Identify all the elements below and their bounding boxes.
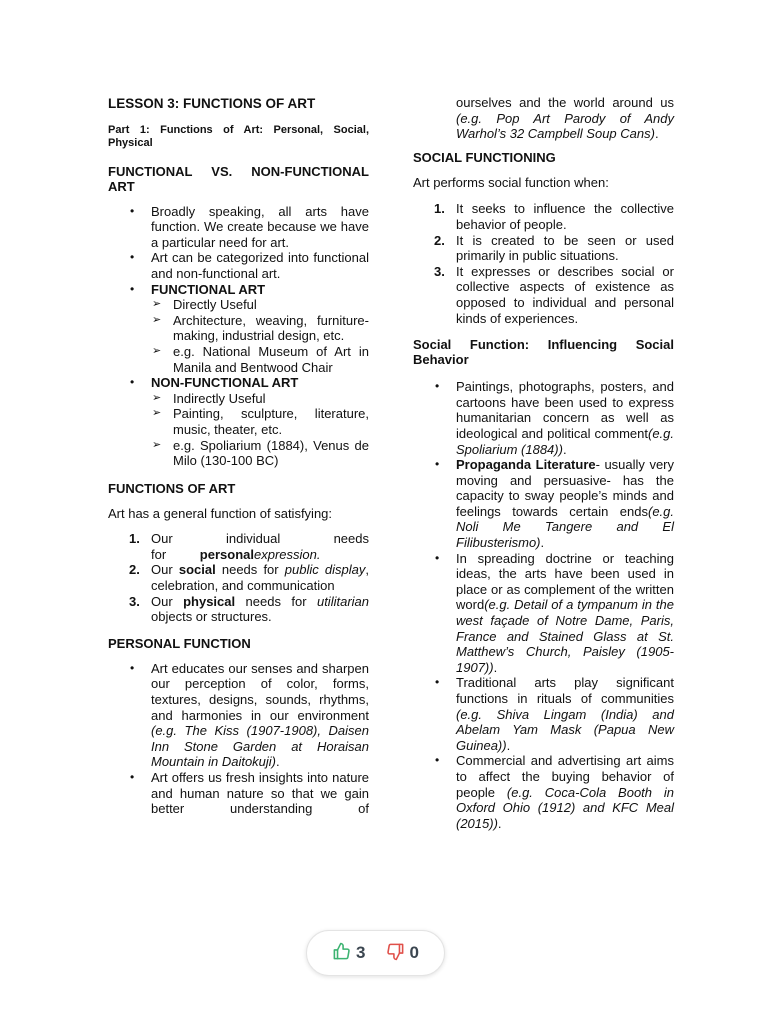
item-text: Our — [151, 562, 179, 578]
list-item — [151, 282, 369, 376]
lesson-title: LESSON 3: FUNCTIONS OF ART — [108, 96, 316, 111]
item-example: (e.g. Coca-Cola Booth in Oxford Ohio (1912) and KFC Meal (2015)) — [456, 784, 674, 831]
item-text: It expresses or describes social or collective aspects of existence as opposed to individual and personal kinds of experiences. — [456, 263, 674, 326]
upvote-count: 3 — [356, 943, 366, 963]
item-text: . — [540, 535, 545, 551]
lesson-subtitle: Part 1: Functions of Art: Personal, Social, Physical — [108, 123, 369, 149]
item-italic: utilitarian — [316, 593, 369, 609]
item-text: . — [276, 754, 280, 770]
item-text: . — [493, 659, 498, 675]
downvote-button[interactable] — [386, 942, 419, 964]
item-bold: physical — [183, 593, 236, 609]
list-item — [456, 457, 674, 551]
item-example: (e.g. Spoliarium (1884)) — [456, 425, 674, 457]
item-text: needs for — [235, 593, 317, 609]
list-item: ➢ Architecture, weaving, furniture-making, industrial design, etc. — [173, 313, 369, 344]
list-item: • Art offers us fresh insights into nature and human nature so that we gain better understanding of — [151, 770, 369, 817]
item-text: needs for — [215, 562, 285, 578]
functional-list — [151, 204, 369, 469]
item-bold: Propaganda Literature — [456, 457, 596, 473]
item-text: It seeks to influence the collective behavior of people. — [456, 201, 674, 232]
vote-widget — [306, 930, 445, 976]
functions-heading: FUNCTIONS OF ART — [108, 480, 236, 496]
functions-intro: Art has a general function of satisfying: — [108, 505, 333, 521]
item-italic: public display — [284, 562, 366, 578]
list-item — [151, 375, 369, 469]
thumbs-up-icon — [332, 942, 351, 964]
item-bold: personal — [199, 546, 254, 562]
list-item: ➢ e.g. Spoliarium (1884), Venus de Milo (130-100 BC) — [173, 438, 369, 469]
list-item — [129, 593, 369, 625]
list-item — [151, 661, 369, 770]
functional-art-label: FUNCTIONAL ART — [151, 281, 266, 297]
list-item — [456, 379, 674, 457]
list-item — [434, 201, 674, 232]
list-item — [456, 551, 674, 676]
continued-list — [456, 95, 674, 142]
list-number: 1. — [129, 531, 140, 547]
item-text: Paintings, photographs, posters, and cartoons have been used to express humanitarian concern as well as ideological and political comment — [456, 379, 674, 441]
left-column — [108, 96, 369, 829]
item-bold: social — [178, 562, 216, 578]
item-example: (e.g. Detail of a tympanum in the west façade of Notre Dame, Paris, France and Stained Glass at St. Matthew’s Church, Paisley (1905-1907)) — [456, 597, 674, 675]
list-item: • Art can be categorized into functional and non-functional art. — [151, 250, 369, 281]
influencing-heading: Social Function: Influencing Social Behavior — [413, 337, 674, 368]
list-item: ➢ Directly Useful — [173, 297, 369, 313]
item-text: Art educates our senses and sharpen our perception of color, forms, textures, designs, sounds, rhythms, and harmonies in our environment — [151, 660, 369, 723]
functions-list — [129, 531, 369, 625]
item-example: (e.g. Pop Art Parody of Andy Warhol’s 32 Campbell Soup Cans) — [456, 110, 674, 142]
nonfunctional-art-label: NON-FUNCTIONAL ART — [151, 375, 299, 391]
item-text: , celebration, and communication — [151, 562, 369, 594]
item-text: . — [562, 441, 567, 457]
item-italic: expression. — [253, 546, 321, 562]
item-text: . — [654, 126, 659, 142]
social-heading: SOCIAL FUNCTIONING — [413, 149, 556, 165]
item-text: In spreading doctrine or teaching ideas, the arts have been used in place or as complement of the written word — [456, 550, 674, 613]
item-text: Our individual needs for — [151, 531, 369, 562]
thumbs-down-icon — [386, 942, 405, 964]
list-item — [129, 531, 369, 562]
personal-heading: PERSONAL FUNCTION — [108, 635, 251, 651]
functional-sublist — [173, 297, 369, 375]
list-item: • Broadly speaking, all arts have function. We create because we have a particular need for art. — [151, 204, 369, 251]
item-example: (e.g. Shiva Lingam (India) and Abelam Yam Mask (Papua New Guinea)) — [456, 706, 674, 753]
item-text: It is created to be seen or used primarily in public situations. — [456, 232, 674, 264]
personal-list — [151, 661, 369, 817]
item-text: . — [497, 815, 502, 831]
list-number: 3. — [129, 593, 140, 609]
list-item: ➢ e.g. National Museum of Art in Manila and Bentwood Chair — [173, 344, 369, 375]
item-text: Commercial and advertising art aims to affect the buying behavior of people — [456, 753, 674, 800]
functional-heading: FUNCTIONAL VS. NON-FUNCTIONAL ART — [108, 163, 369, 194]
social-intro: Art performs social function when: — [413, 174, 609, 190]
influencing-list — [456, 379, 674, 831]
list-item — [456, 753, 674, 831]
nonfunctional-sublist — [173, 391, 369, 469]
list-item — [434, 263, 674, 326]
list-item: ➢ Indirectly Useful — [173, 391, 369, 407]
right-column — [413, 95, 674, 843]
list-number: 3. — [434, 263, 445, 279]
list-number: 2. — [129, 562, 140, 578]
item-example: (e.g. Noli Me Tangere and El Filibusterismo) — [456, 503, 674, 551]
upvote-button[interactable] — [332, 942, 365, 964]
item-text: ourselves and the world around us — [456, 95, 674, 110]
list-number: 2. — [434, 232, 445, 248]
item-text: . — [506, 737, 511, 753]
list-item-continued — [456, 95, 674, 142]
list-item: ➢ Painting, sculpture, literature, music, theater, etc. — [173, 406, 369, 437]
item-text: Traditional arts play significant functions in rituals of communities — [456, 675, 674, 706]
list-item — [129, 562, 369, 594]
item-example: (e.g. The Kiss (1907-1908), Daisen Inn Stone Garden at Horaisan Mountain in Daitokuji) — [151, 723, 369, 770]
item-text: Our — [151, 593, 184, 609]
item-text: objects or structures. — [151, 609, 272, 625]
social-list — [434, 201, 674, 326]
item-text: - usually very moving and persuasive- has the capacity to sway people’s minds and feelings towards certain ends — [456, 457, 674, 519]
list-item — [434, 232, 674, 264]
downvote-count: 0 — [409, 943, 419, 963]
list-number: 1. — [434, 201, 445, 217]
list-item — [456, 675, 674, 753]
